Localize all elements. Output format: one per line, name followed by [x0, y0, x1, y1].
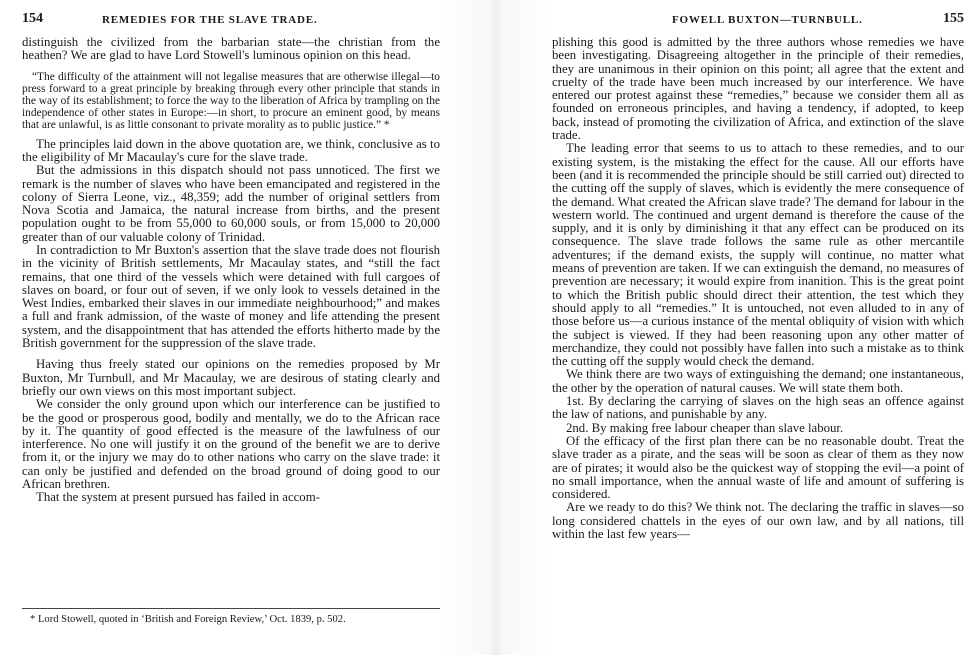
right-paragraph: Of the efficacy of the first plan there can be no reasonable doubt. Treat the slave trader as a pirate, and the seas will be soon as clear of them as they now are of pirates; it would also be the quickest way of stopping the evil—a point of no small importance, when the annual waste of life and amount of suffering is considered. [552, 433, 964, 502]
left-paragraph: We consider the only ground upon which our interference can be justified to be the good or prosperous good, bodily and mentally, we do to the African race by it. The quantity of good effected is the measure of the lawfulness of our interference. No one will justify it on the ground of the benefit we are to derive from it, or the injury we may do to other nations who carry on the slave trade: it can only be justified and defended on the broad ground of doing good to our African brethren. [22, 397, 440, 492]
book-gutter [440, 0, 552, 655]
left-running-title: REMEDIES FOR THE SLAVE TRADE. [102, 14, 318, 26]
left-paragraph: The principles laid down in the above quotation are, we think, conclusive as to the eligibility of Mr Macaulay's cure for the slave trade. [22, 136, 440, 164]
left-body-text [22, 36, 440, 505]
footnote: * Lord Stowell, quoted in ‘British and Foreign Review,’ Oct. 1839, p. 502. [30, 614, 346, 625]
stowell-quotation: “The difficulty of the attainment will not legalise measures that are otherwise illegal—to press forward to a great principle by breaking through every other principle that stands in the way of its establishment; to force the way to the liberation of Africa by trampling on the independence of other states in Europe:—in short, to procure an eminent good, by means that are unlawful, is as little consonant to private morality as to public justice.” * [22, 70, 440, 132]
right-list-item: 1st. By declaring the carrying of slaves on the high seas an offence against the law of nations, and punishable by any. [552, 394, 964, 422]
left-paragraph: That the system at present pursued has failed in accom- [36, 490, 320, 505]
left-running-head [22, 11, 440, 36]
right-paragraph: The leading error that seems to us to attach to these remedies, and to our existing system, is the mistaking the effect for the cause. All our efforts have been (and it is recommended the principle should be still carried out) directed to the cutting off the supply of slaves, which is evidently the mere consequence of the demand. What created the African slave trade? The demand for labour in the western world. The continued and urgent demand is therefore the cause of the supply, and it is only by diminishing it that any effect can be produced on its consequence. The slave trade follows the same rule as other mercantile adventures; if the demand exists, the supply will continue, no matter what means of prevention are taken. If we can extinguish the demand, no measures of prevention are necessary; it would expire from inanition. This is the great point to which the British public should direct their attention, the test which they should apply to all “remedies.” It is untouched, not even alluded to in any of those before us—a curious instance of the mental obliquity of vision with which the subject is viewed. If they had been reasoning upon any other matter of merchandize, they could not possibly have fallen into such a mistake as to think the cutting off the supply would check the demand. [552, 141, 964, 369]
left-page [22, 0, 440, 655]
right-paragraph: We think there are two ways of extinguishing the demand; one instantaneous, the other by the operation of natural causes. We will state them both. [552, 367, 964, 395]
right-running-head [552, 11, 964, 36]
left-paragraph: distinguish the civilized from the barbarian state—the christian from the heathen? We are glad to have Lord Stowell's luminous opinion on this head. [22, 35, 440, 63]
right-paragraph: Are we ready to do this? We think not. The declaring the traffic in slaves—so long considered chattels in the eyes of our own law, and by all nations, till within the last few years— [552, 500, 964, 541]
right-page [552, 0, 964, 655]
left-paragraph: But the admissions in this dispatch should not pass unnoticed. The first we remark is the number of slaves who have been emancipated and registered in the colony of Sierra Leone, viz., 48,359; add the number of original settlers from Nova Scotia and Jamaica, the natural increase from births, and the present population ought to be from 55,000 to 60,000 souls, or from 15,000 to 20,000 greater than of our valuable colony of Trinidad. [22, 163, 440, 244]
left-page-number: 154 [22, 11, 43, 26]
right-paragraph: plishing this good is admitted by the three authors whose remedies we have been investigating. Disagreeing altogether in the principle of their remedies, they are unanimous in their opinion on this point; all agree that the extent and cruelty of the trade have been much increased by our interference. We have entered our protest against these “remedies,” because we consider them all as founded on erroneous principles, and having a tendency, if adopted, to keep back, instead of promoting the civilization of Africa, and extinction of the slave trade. [552, 35, 964, 143]
right-running-title: FOWELL BUXTON—TURNBULL. [672, 14, 863, 26]
right-body-text [552, 36, 964, 541]
footnote-rule [22, 608, 440, 609]
right-list-item: 2nd. By making free labour cheaper than slave labour. [566, 420, 844, 435]
left-paragraph: In contradiction to Mr Buxton's assertion that the slave trade does not flourish in the vicinity of British settlements, Mr Macaulay states, and “still the fact remains, that one third of the vessels which were detained with full cargoes of slaves on board, or four out of seven, if we only look to vessels detained in the West Indies, embarked their slaves in our immediate neighbourhood;” and makes a full and frank admission, of the waste of money and life attending the present system, and the disappointment that has attended the efforts hitherto made by the British government for the suppression of the slave trade. [22, 242, 440, 351]
right-page-number: 155 [943, 11, 964, 26]
left-paragraph: Having thus freely stated our opinions on the remedies proposed by Mr Buxton, Mr Turnbull, and Mr Macaulay, we are desirous of stating clearly and briefly our own views on this most important subject. [22, 357, 440, 398]
